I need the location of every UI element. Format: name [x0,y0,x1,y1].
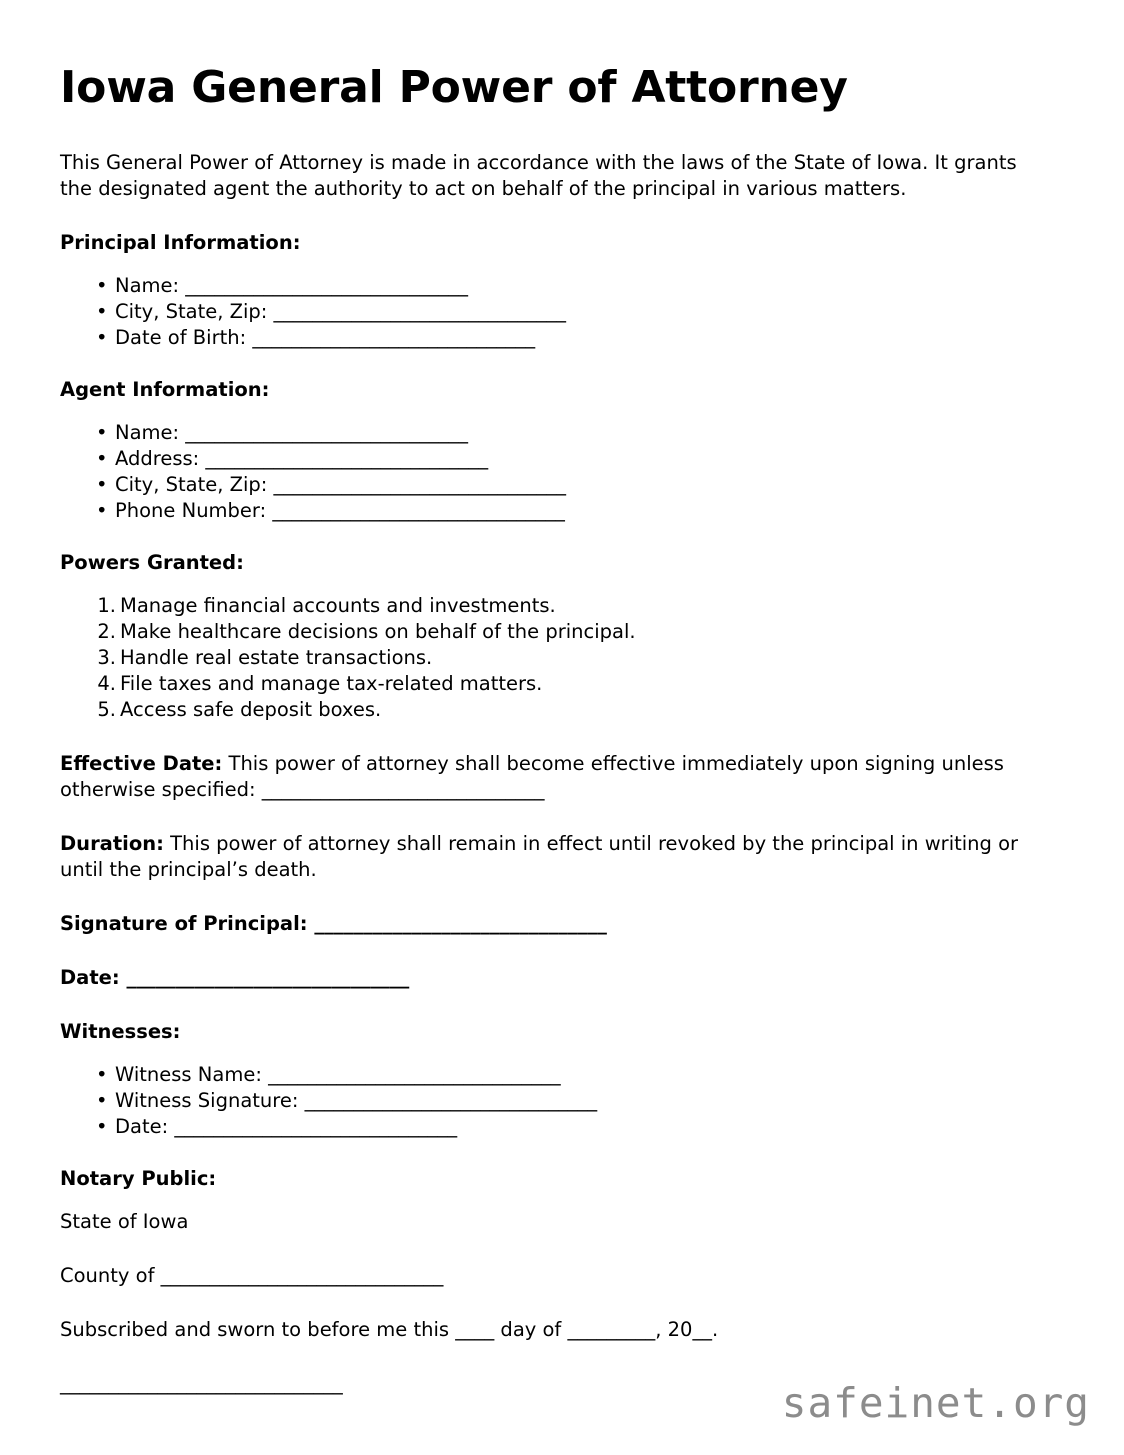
effective-date-paragraph [60,751,1050,803]
powers-granted-list [60,593,1050,723]
list-item: • Name: _____________________________ [60,420,1050,446]
signature-date-line: Date: _____________________________ [60,965,410,989]
intro-paragraph: This General Power of Attorney is made in accordance with the laws of the State of Iowa. It grants the designated agent the authority to act on behalf of the principal in various matters. [60,150,1017,200]
agent-information-heading: Agent Information: [60,377,270,401]
list-item: • Witness Signature: ______________________________ [60,1088,1050,1114]
witnesses-list [60,1062,1050,1140]
duration-label: Duration: [60,831,164,855]
list-item: Access safe deposit boxes. [120,697,382,721]
notary-signature-rule: _____________________________ [60,1371,343,1395]
witnesses-heading: Witnesses: [60,1019,181,1043]
site-watermark: safeinet.org [781,1379,1090,1427]
principal-information-list [60,273,1050,351]
list-item: • Witness Name: ______________________________ [60,1062,1050,1088]
effective-date-label: Effective Date: [60,751,223,775]
notary-state-line: State of Iowa [60,1209,189,1233]
page-title: Iowa General Power of Attorney [60,62,848,113]
list-item: Handle real estate transactions. [120,645,433,669]
list-item: • City, State, Zip: ______________________________ [60,472,1050,498]
duration-text: This power of attorney shall remain in effect until revoked by the principal in writing or until the principal’s death. [60,831,1019,881]
signature-of-principal-line: Signature of Principal: ______________________________ [60,911,607,935]
notary-sworn-line: Subscribed and sworn to before me this ____ day of _________, 20__. [60,1317,719,1341]
principal-information-heading: Principal Information: [60,230,301,254]
notary-public-heading: Notary Public: [60,1166,217,1190]
list-item: File taxes and manage tax-related matters. [120,671,543,695]
list-item: • City, State, Zip: ______________________________ [60,299,1050,325]
list-item: • Name: _____________________________ [60,273,1050,299]
list-item: • Phone Number: ______________________________ [60,498,1050,524]
list-item: Manage financial accounts and investments. [120,593,556,617]
document-content [60,62,1050,1397]
list-item: • Address: _____________________________ [60,446,1050,472]
notary-county-line: County of _____________________________ [60,1263,444,1287]
duration-paragraph [60,831,1050,883]
list-item: • Date: _____________________________ [60,1114,1050,1140]
agent-information-list [60,420,1050,524]
list-item: Make healthcare decisions on behalf of the principal. [120,619,636,643]
effective-date-text: This power of attorney shall become effective immediately upon signing unless otherwise specified: _____________________________ [60,751,1004,801]
list-item: • Date of Birth: _____________________________ [60,325,1050,351]
powers-granted-heading: Powers Granted: [60,550,244,574]
